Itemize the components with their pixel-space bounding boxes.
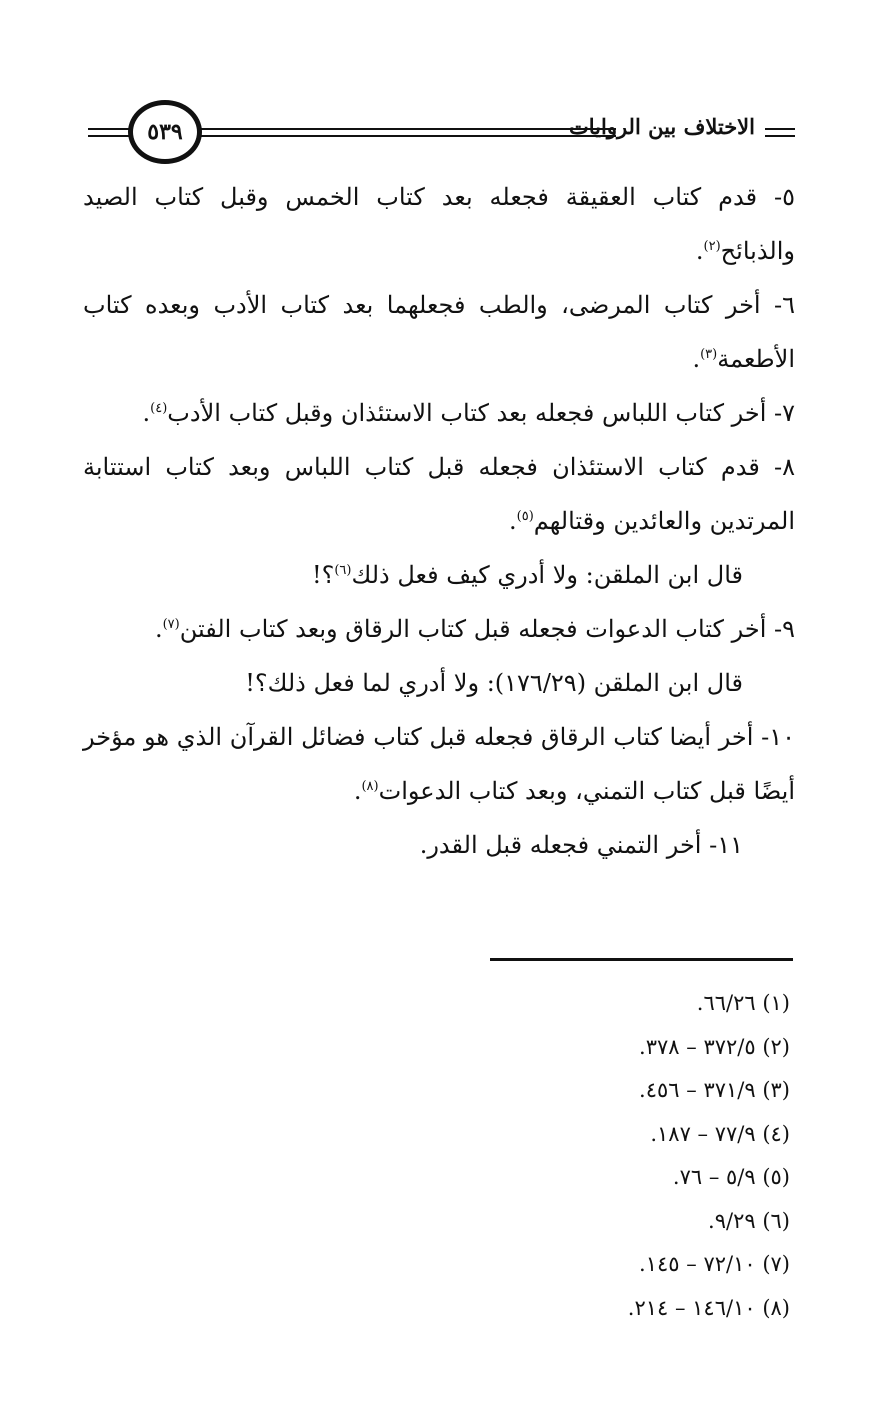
footnote-4: (٤) ٧٧/٩ – ١٨٧. (650, 1121, 790, 1146)
footnote-ref: (٨) (361, 779, 379, 794)
quote-ibn-mulaqqin-2: قال ابن الملقن (١٧٦/٢٩): ولا أدري لما فعل ذلك؟! (245, 669, 743, 697)
footnote-3: (٣) ٣٧١/٩ – ٤٥٦. (639, 1078, 790, 1102)
footnote-ref: (٢) (703, 239, 721, 254)
footnote-separator (490, 958, 793, 961)
footnote-5: (٥) ٥/٩ – ٧٦. (672, 1165, 790, 1189)
paragraph-text: ٧- أخر كتاب اللباس فجعله بعد كتاب الاستئذان وقبل كتاب الأدب (167, 399, 795, 427)
page-number: ٥٣٩ (128, 100, 202, 164)
quote-ibn-mulaqqin-1 (83, 548, 795, 602)
paragraph-9: ٩- أخر كتاب الدعوات فجعله قبل كتاب الرقاق وبعد كتاب الفتن$^{(٧)}$. (154, 615, 795, 643)
header-rule-middle (198, 128, 616, 137)
paragraph-text: ٦- أخر كتاب المرضى، والطب فجعلهما بعد كتاب الأدب وبعده كتاب الأطعمة (83, 291, 795, 373)
paragraph-10: ١٠- أخر أيضا كتاب الرقاق فجعله قبل كتاب فضائل القرآن الذي هو مؤخر أيضًا قبل كتاب التمني، وبعد كتاب الدعوات$^{(٨)}$. (83, 723, 795, 805)
paragraph-text: ٩- أخر كتاب الدعوات فجعله قبل كتاب الرقاق وبعد كتاب الفتن (179, 615, 795, 643)
footnote-6: (٦) ٩/٢٩. (708, 1208, 790, 1233)
paragraph-text: ١٠- أخر أيضا كتاب الرقاق فجعله قبل كتاب فضائل القرآن الذي هو مؤخر أيضًا قبل كتاب التمني، وبعد كتاب الدعوات (83, 723, 795, 805)
paragraph-text: ٨- قدم كتاب الاستئذان فجعله قبل كتاب اللباس وبعد كتاب استتابة المرتدين والعائدين وقتالهم (83, 453, 795, 535)
footnote-8: (٨) ١٤٦/١٠ – ٢١٤. (627, 1295, 790, 1320)
footnote-2: (٢) ٣٧٢/٥ – ٣٧٨. (639, 1034, 790, 1059)
paragraph-7: ٧- أخر كتاب اللباس فجعله بعد كتاب الاستئذان وقبل كتاب الأدب$^{(٤)}$. (142, 399, 795, 427)
header-rule-right (765, 128, 795, 137)
paragraph-text: قال ابن الملقن: ولا أدري كيف فعل ذلك (351, 561, 743, 589)
paragraph-punctuation: ؟! (311, 561, 335, 589)
footnote-1: (١) ٦٦/٢٦. (696, 991, 790, 1015)
paragraph-11: ١١- أخر التمني فجعله قبل القدر. (419, 831, 743, 859)
footnote-ref: (٦) (334, 563, 352, 578)
running-header (80, 92, 795, 172)
running-title: الاختلاف بين الروايات (568, 114, 755, 139)
footnote-7: (٧) ٧٢/١٠ – ١٤٥. (639, 1252, 790, 1276)
footnote-ref: (٧) (162, 617, 180, 632)
paragraph-6: ٦- أخر كتاب المرضى، والطب فجعلهما بعد كتاب الأدب وبعده كتاب الأطعمة$^{(٣)}$. (83, 291, 795, 373)
footnote-ref: (٣) (700, 347, 718, 362)
paragraph-5: ٥- قدم كتاب العقيقة فجعله بعد كتاب الخمس وقبل كتاب الصيد والذبائح$^{(٢)}$. (83, 183, 795, 265)
paragraph-text: ٥- قدم كتاب العقيقة فجعله بعد كتاب الخمس وقبل كتاب الصيد والذبائح (83, 183, 795, 265)
footnote-ref: (٥) (516, 509, 534, 524)
footnote-ref: (٤) (150, 401, 168, 416)
footnotes (380, 982, 790, 1330)
paragraph-8: ٨- قدم كتاب الاستئذان فجعله قبل كتاب اللباس وبعد كتاب استتابة المرتدين والعائدين وقتالهم$^{(٥)}$. (83, 453, 795, 535)
body-text (83, 170, 795, 872)
